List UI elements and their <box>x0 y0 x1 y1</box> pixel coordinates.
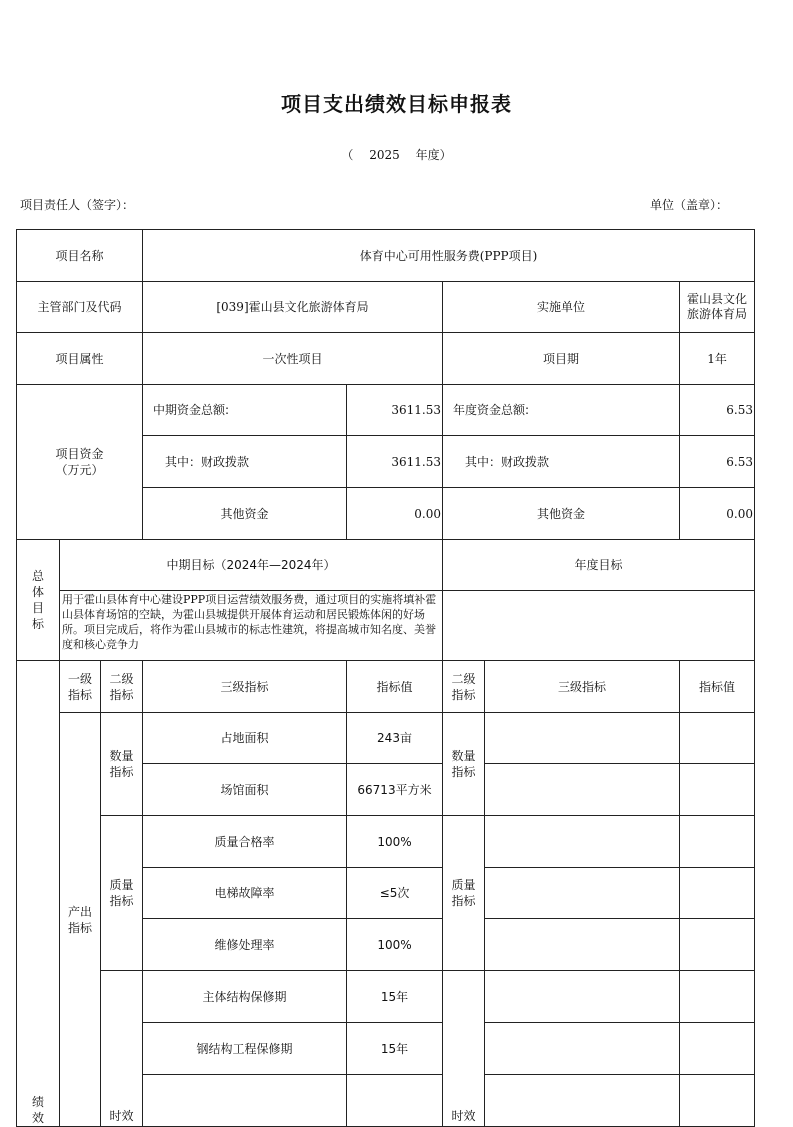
goals-header-row <box>17 540 755 591</box>
annual-goal-label: 年度目标 <box>443 540 755 591</box>
dept-label: 主管部门及代码 <box>17 282 143 333</box>
time-indicator-label: 时效 <box>101 971 143 1127</box>
period-label: 项目期 <box>443 333 680 385</box>
performance-table-wrapper <box>16 229 754 1125</box>
annual-other-label: 其他资金 <box>443 488 680 540</box>
indicator-value <box>347 1075 443 1127</box>
indicator-name: 占地面积 <box>143 713 347 764</box>
output-indicator-label: 产出 指标 <box>60 713 101 1127</box>
annual-goal-text <box>443 591 755 661</box>
right-indicator-name <box>485 971 680 1023</box>
indicator-name: 质量合格率 <box>143 816 347 868</box>
table-row <box>17 713 755 764</box>
indicator-name: 维修处理率 <box>143 919 347 971</box>
right-indicator-name <box>485 919 680 971</box>
mid-total-value: 3611.53 <box>347 385 443 436</box>
annual-fiscal-value: 6.53 <box>680 436 755 488</box>
indicator-header-row <box>17 661 755 713</box>
indicator-value: ≤5次 <box>347 868 443 919</box>
indicator-value: 15年 <box>347 971 443 1023</box>
mid-total-label: 中期资金总额: <box>143 385 347 436</box>
right-indicator-value <box>680 764 755 816</box>
mid-other-label: 其他资金 <box>143 488 347 540</box>
funds-label-line1: 项目资金 <box>55 447 104 461</box>
attr-row <box>17 333 755 385</box>
performance-label: 绩 效 <box>17 661 60 1127</box>
right-indicator-value <box>680 868 755 919</box>
value-right-header: 指标值 <box>680 661 755 713</box>
right-indicator-name <box>485 868 680 919</box>
right-indicator-value <box>680 713 755 764</box>
mid-other-value: 0.00 <box>347 488 443 540</box>
funds-label <box>17 385 143 540</box>
right-indicator-value <box>680 971 755 1023</box>
impl-unit-label: 实施单位 <box>443 282 680 333</box>
indicator-value: 100% <box>347 816 443 868</box>
level2-header: 二级 指标 <box>101 661 143 713</box>
indicator-name: 钢结构工程保修期 <box>143 1023 347 1075</box>
right-indicator-value <box>680 1023 755 1075</box>
right-indicator-value <box>680 816 755 868</box>
indicator-name: 场馆面积 <box>143 764 347 816</box>
indicator-name: 电梯故障率 <box>143 868 347 919</box>
right-quality-label: 质量 指标 <box>443 816 485 971</box>
dept-row <box>17 282 755 333</box>
indicator-value: 100% <box>347 919 443 971</box>
year-value: 2025 <box>369 148 400 162</box>
indicator-name: 主体结构保修期 <box>143 971 347 1023</box>
right-indicator-name <box>485 764 680 816</box>
indicator-value: 66713平方米 <box>347 764 443 816</box>
year-close: 年度） <box>415 148 452 162</box>
quality-indicator-label: 质量 指标 <box>101 816 143 971</box>
annual-total-value: 6.53 <box>680 385 755 436</box>
attr-label: 项目属性 <box>17 333 143 385</box>
project-name-label: 项目名称 <box>17 230 143 282</box>
year-open: （ <box>341 148 354 162</box>
unit-seal-label: 单位（盖章）： <box>650 198 729 212</box>
indicator-value: 15年 <box>347 1023 443 1075</box>
quantity-indicator-label: 数量 指标 <box>101 713 143 816</box>
right-indicator-name <box>485 1023 680 1075</box>
period-value: 1年 <box>680 333 755 385</box>
annual-fiscal-label: 其中：财政拨款 <box>443 436 680 488</box>
level3-header: 三级指标 <box>143 661 347 713</box>
annual-total-label: 年度资金总额: <box>443 385 680 436</box>
right-time-label: 时效 <box>443 971 485 1127</box>
overall-goal-label: 总 体 目 标 <box>17 540 60 661</box>
mid-goal-text: 用于霍山县体育中心建设PPP项目运营绩效服务费，通过项目的实施将填补霍山县体育场馆的空缺，为霍山县城提供开展体育运动和居民锻炼体闲的好场所。项目完成后，将作为霍山县城市的标志性建筑，将提高城市知名度、美誉度和核心竞争力 <box>60 591 443 661</box>
page-title: 项目支出绩效目标申报表 <box>281 92 512 116</box>
right-indicator-name <box>485 713 680 764</box>
right-quantity-label: 数量 指标 <box>443 713 485 816</box>
mid-goal-label: 中期目标（2024年—2024年） <box>60 540 443 591</box>
dept-value: [039]霍山县文化旅游体育局 <box>143 282 443 333</box>
mid-fiscal-value: 3611.53 <box>347 436 443 488</box>
level1-header: 一级 指标 <box>60 661 101 713</box>
table-row <box>17 971 755 1023</box>
funds-total-row <box>17 385 755 436</box>
performance-table <box>16 229 755 1127</box>
level2-right-header: 二级 指标 <box>443 661 485 713</box>
right-indicator-value <box>680 919 755 971</box>
indicator-name <box>143 1075 347 1127</box>
impl-unit-value: 霍山县文化旅游体育局 <box>680 282 755 333</box>
value-header: 指标值 <box>347 661 443 713</box>
project-name-value: 体育中心可用性服务费(PPP项目) <box>143 230 755 282</box>
funds-label-line2: （万元） <box>55 463 104 477</box>
right-indicator-name <box>485 816 680 868</box>
report-year <box>0 146 793 163</box>
right-indicator-name <box>485 1075 680 1127</box>
attr-value: 一次性项目 <box>143 333 443 385</box>
responsible-signature-label: 项目责任人（签字）： <box>20 198 135 212</box>
annual-other-value: 0.00 <box>680 488 755 540</box>
level3-right-header: 三级指标 <box>485 661 680 713</box>
project-name-row <box>17 230 755 282</box>
right-indicator-value <box>680 1075 755 1127</box>
indicator-value: 243亩 <box>347 713 443 764</box>
table-row <box>17 816 755 868</box>
goals-text-row <box>17 591 755 661</box>
mid-fiscal-label: 其中：财政拨款 <box>143 436 347 488</box>
